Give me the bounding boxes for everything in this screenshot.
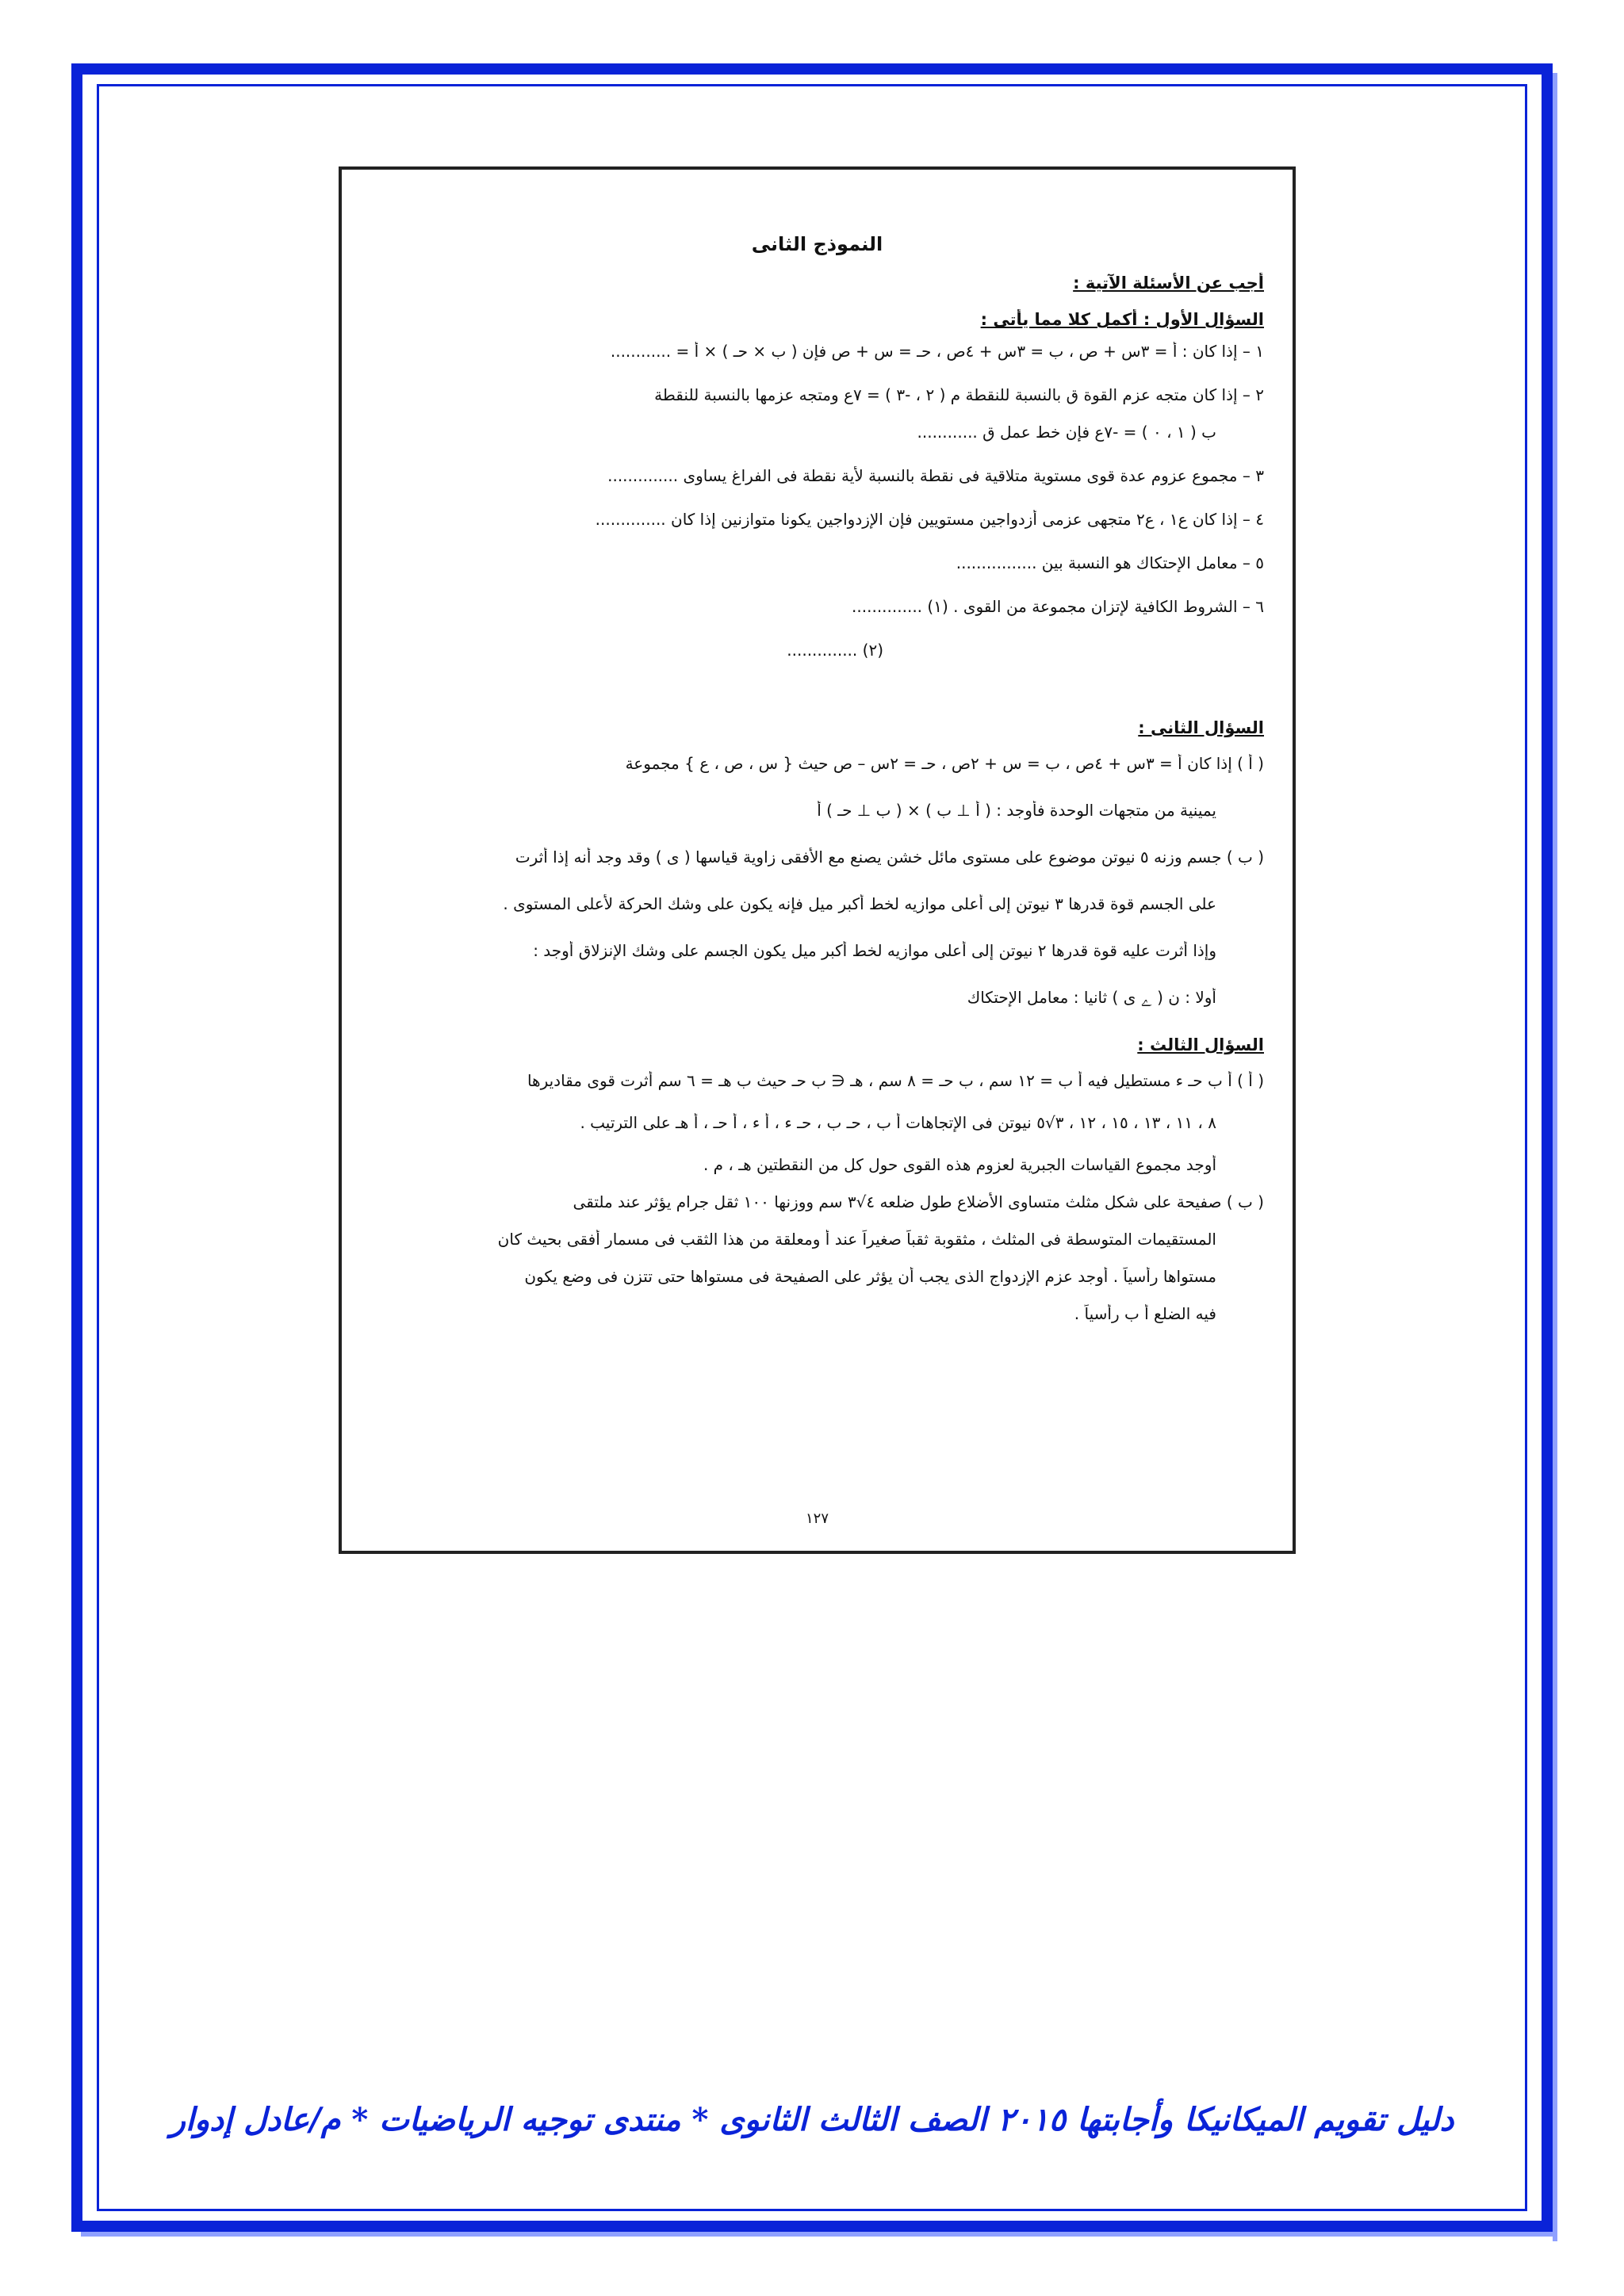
q3-item-a-cont2: أوجد مجموع القياسات الجبرية لعزوم هذه القوى حول كل من النقطتين هـ ، م . xyxy=(703,1155,1216,1174)
q1-item-3: ٣ – مجموع عزوم عدة قوى مستوية متلاقية فى نقطة بالنسبة لأية نقطة فى الفراغ يساوى .............. xyxy=(607,465,1264,485)
q1-item-1: ١ – إذا كان : أ = ٣س + ص ، ب = ٣س + ٤ص ، حـ = س + ص فإن ( ب × حـ ) × أ = ............ xyxy=(610,341,1264,361)
page-number: ١٢٧ xyxy=(805,1510,829,1527)
q3-item-b: ( ب ) صفيحة على شكل مثلث متساوى الأضلاع طول ضلعه ٤√٣ سم ووزنها ١٠٠ ثقل جرام يؤثر عند ملتقى xyxy=(573,1192,1264,1211)
q2-item-b-cont3: أولا : ن ( ﮮ ى ) ثانيا : معامل الإحتكاك xyxy=(967,987,1216,1007)
q3-item-b-cont2: مستواها رأسياً . أوجد عزم الإزدواج الذى يجب أن يؤثر على الصفيحة فى مستواها حتى تتزن فى وضع يكون xyxy=(524,1267,1216,1286)
exam-sheet xyxy=(339,166,1296,1554)
q2-item-a: ( أ ) إذا كان أ = ٣س + ٤ص ، ب = س + ٢ص ، حـ = ٢س – ص حيث { س ، ص ، ع } مجموعة xyxy=(625,753,1264,773)
q1-item-6-cont: (٢) .............. xyxy=(787,640,883,660)
q2-item-a-cont: يمينية من متجهات الوحدة فأوجد : ( أ ⊥ ب ) × ( ب ⊥ حـ ) أ xyxy=(817,800,1216,820)
frame-shadow-right xyxy=(1553,73,1557,2241)
frame-shadow-bottom xyxy=(81,2232,1557,2237)
q3-item-a-cont1: ٨ ، ١١ ، ١٣ ، ١٥ ، ١٢ ، ٣√٥ نيوتن فى الإتجاهات أ ب ، حـ ب ، حـ ء ، أ ء ، أ حـ ، أ هـ على الترتيب . xyxy=(580,1113,1216,1132)
sheet-title: النموذج الثانى xyxy=(751,233,883,255)
q3-item-a: ( أ ) أ ب حـ ء مستطيل فيه أ ب = ١٢ سم ، ب حـ = ٨ سم ، هـ ∈ ب حـ حيث ب هـ = ٦ سم أثرت قوى مقاديرها xyxy=(527,1071,1264,1090)
q2-header: السؤال الثانى : xyxy=(1138,718,1264,737)
sheet-content xyxy=(369,273,1264,1341)
q1-item-4: ٤ – إذا كان ع١ ، ع٢ متجهى عزمى أزدواجين مستويين فإن الإزدواجين يكونا متوازنين إذا كان .............. xyxy=(595,509,1264,529)
q3-item-b-cont1: المستقيمات المتوسطة فى المثلث ، مثقوبة ثقباً صغيراً عند أ ومعلقة من هذا الثقب فى مسمار أفقى بحيث كان xyxy=(497,1230,1216,1249)
q2-item-b-cont1: على الجسم قوة قدرها ٣ نيوتن إلى أعلى موازيه لخط أكبر ميل فإنه يكون على وشك الحركة لأعلى المستوى . xyxy=(503,894,1216,913)
q1-header: السؤال الأول : أكمل كلا مما يأتى : xyxy=(980,310,1264,330)
q1-item-2: ٢ – إذا كان متجه عزم القوة ق بالنسبة للنقطة م ( ٢ ، -٣ ) = ٧ع ومتجه عزمها بالنسبة للنقطة xyxy=(654,385,1264,404)
q1-item-6: ٦ – الشروط الكافية لإتزان مجموعة من القوى . (١) .............. xyxy=(852,596,1264,616)
q3-header: السؤال الثالث : xyxy=(1137,1035,1264,1054)
q2-item-b-cont2: وإذا أثرت عليه قوة قدرها ٢ نيوتن إلى أعلى موازيه لخط أكبر ميل يكون الجسم على وشك الإنزلاق أوجد : xyxy=(533,940,1216,960)
q3-item-b-cont3: فيه الضلع أ ب رأسياً . xyxy=(1074,1304,1216,1323)
footer-caption: دليل تقويم الميكانيكا وأجابتها ٢٠١٥ الصف الثالث الثانوى * منتدى توجيه الرياضيات * م/عادل إدوار xyxy=(170,2101,1454,2138)
q1-item-2-cont: ب ( ١ ، ٠ ) = -٧ع فإن خط عمل ق ............ xyxy=(917,422,1216,442)
q2-item-b: ( ب ) جسم وزنه ٥ نيوتن موضوع على مستوى مائل خشن يصنع مع الأفقى زاوية قياسها ( ى ) وقد وجد أنه إذا أثرت xyxy=(515,847,1264,867)
q1-item-5: ٥ – معامل الإحتكاك هو النسبة بين ................ xyxy=(956,553,1264,572)
instruction: أجب عن الأسئلة الآتية : xyxy=(1073,274,1264,293)
